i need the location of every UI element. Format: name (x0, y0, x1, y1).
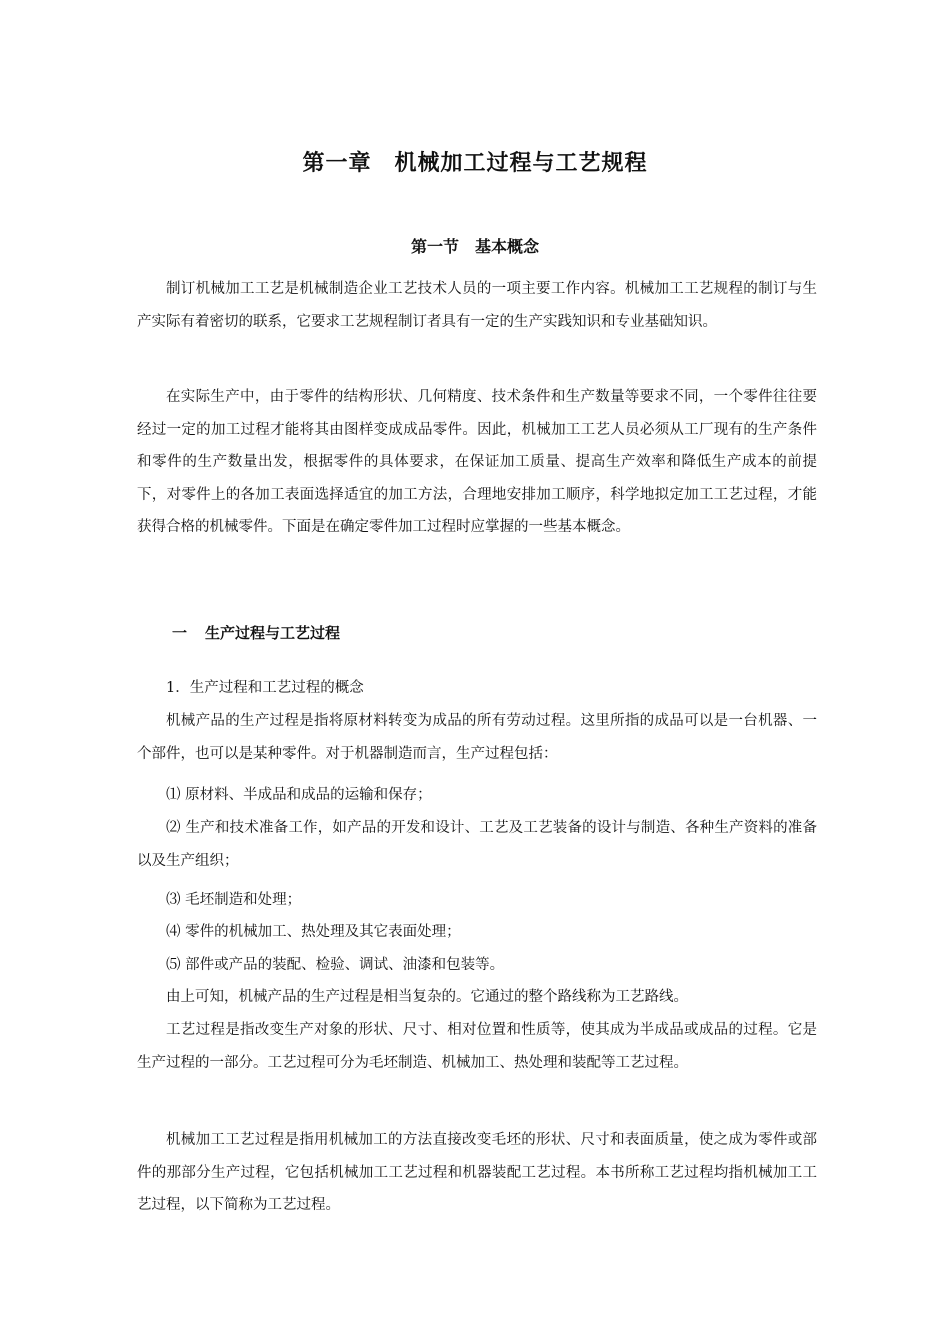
machining-paragraph: 机械加工工艺过程是指用机械加工的方法直接改变毛坯的形状、尺寸和表面质量，使之成为零件或部件的那部分生产过程，它包括机械加工工艺过程和机器装配工艺过程。本书所称工艺过程均指机械加工工艺过程，以下简称为工艺过程。 (137, 1132, 817, 1213)
subheading-concept: 1．生产过程和工艺过程的概念 (166, 680, 364, 696)
list-item-1: ⑴ 原材料、半成品和成品的运输和保存； (166, 787, 432, 803)
process-paragraph: 工艺过程是指改变生产对象的形状、尺寸、相对位置和性质等，使其成为半成品或成品的过程。它是生产过程的一部分。工艺过程可分为毛坯制造、机械加工、热处理和装配等工艺过程。 (137, 1022, 817, 1071)
chapter-title: 第一章 机械加工过程与工艺规程 (302, 151, 648, 176)
heading-text: 生产过程与工艺过程 (205, 624, 341, 642)
heading-production-process (172, 622, 340, 643)
heading-number: 一 (172, 624, 188, 642)
list-item-2: ⑵ 生产和技术准备工作，如产品的开发和设计、工艺及工艺装备的设计与制造、各种生产资料的准备以及生产组织； (137, 820, 817, 869)
production-paragraph: 机械产品的生产过程是指将原材料转变为成品的所有劳动过程。这里所指的成品可以是一台机器、一个部件，也可以是某种零件。对于机器制造而言，生产过程包括： (137, 713, 817, 762)
route-paragraph: 由上可知，机械产品的生产过程是相当复杂的。它通过的整个路线称为工艺路线。 (166, 989, 688, 1005)
list-item-5: ⑸ 部件或产品的装配、检验、调试、油漆和包装等。 (166, 957, 505, 973)
section-title: 第一节 基本概念 (410, 237, 539, 256)
list-item-3: ⑶ 毛坯制造和处理； (166, 892, 302, 908)
intro-paragraph-1: 制订机械加工工艺是机械制造企业工艺技术人员的一项主要工作内容。机械加工工艺规程的制订与生产实际有着密切的联系，它要求工艺规程制订者具有一定的生产实践知识和专业基础知识。 (137, 281, 817, 330)
intro-paragraph-2: 在实际生产中，由于零件的结构形状、几何精度、技术条件和生产数量等要求不同，一个零件往往要经过一定的加工过程才能将其由图样变成成品零件。因此，机械加工工艺人员必须从工厂现有的生产条件和零件的生产数量出发，根据零件的具体要求，在保证加工质量、提高生产效率和降低生产成本的前提下，对零件上的各加工表面选择适宜的加工方法，合理地安排加工顺序，科学地拟定加工工艺过程，才能获得合格的机械零件。下面是在确定零件加工过程时应掌握的一些基本概念。 (137, 389, 817, 535)
list-item-4: ⑷ 零件的机械加工、热处理及其它表面处理； (166, 924, 461, 940)
